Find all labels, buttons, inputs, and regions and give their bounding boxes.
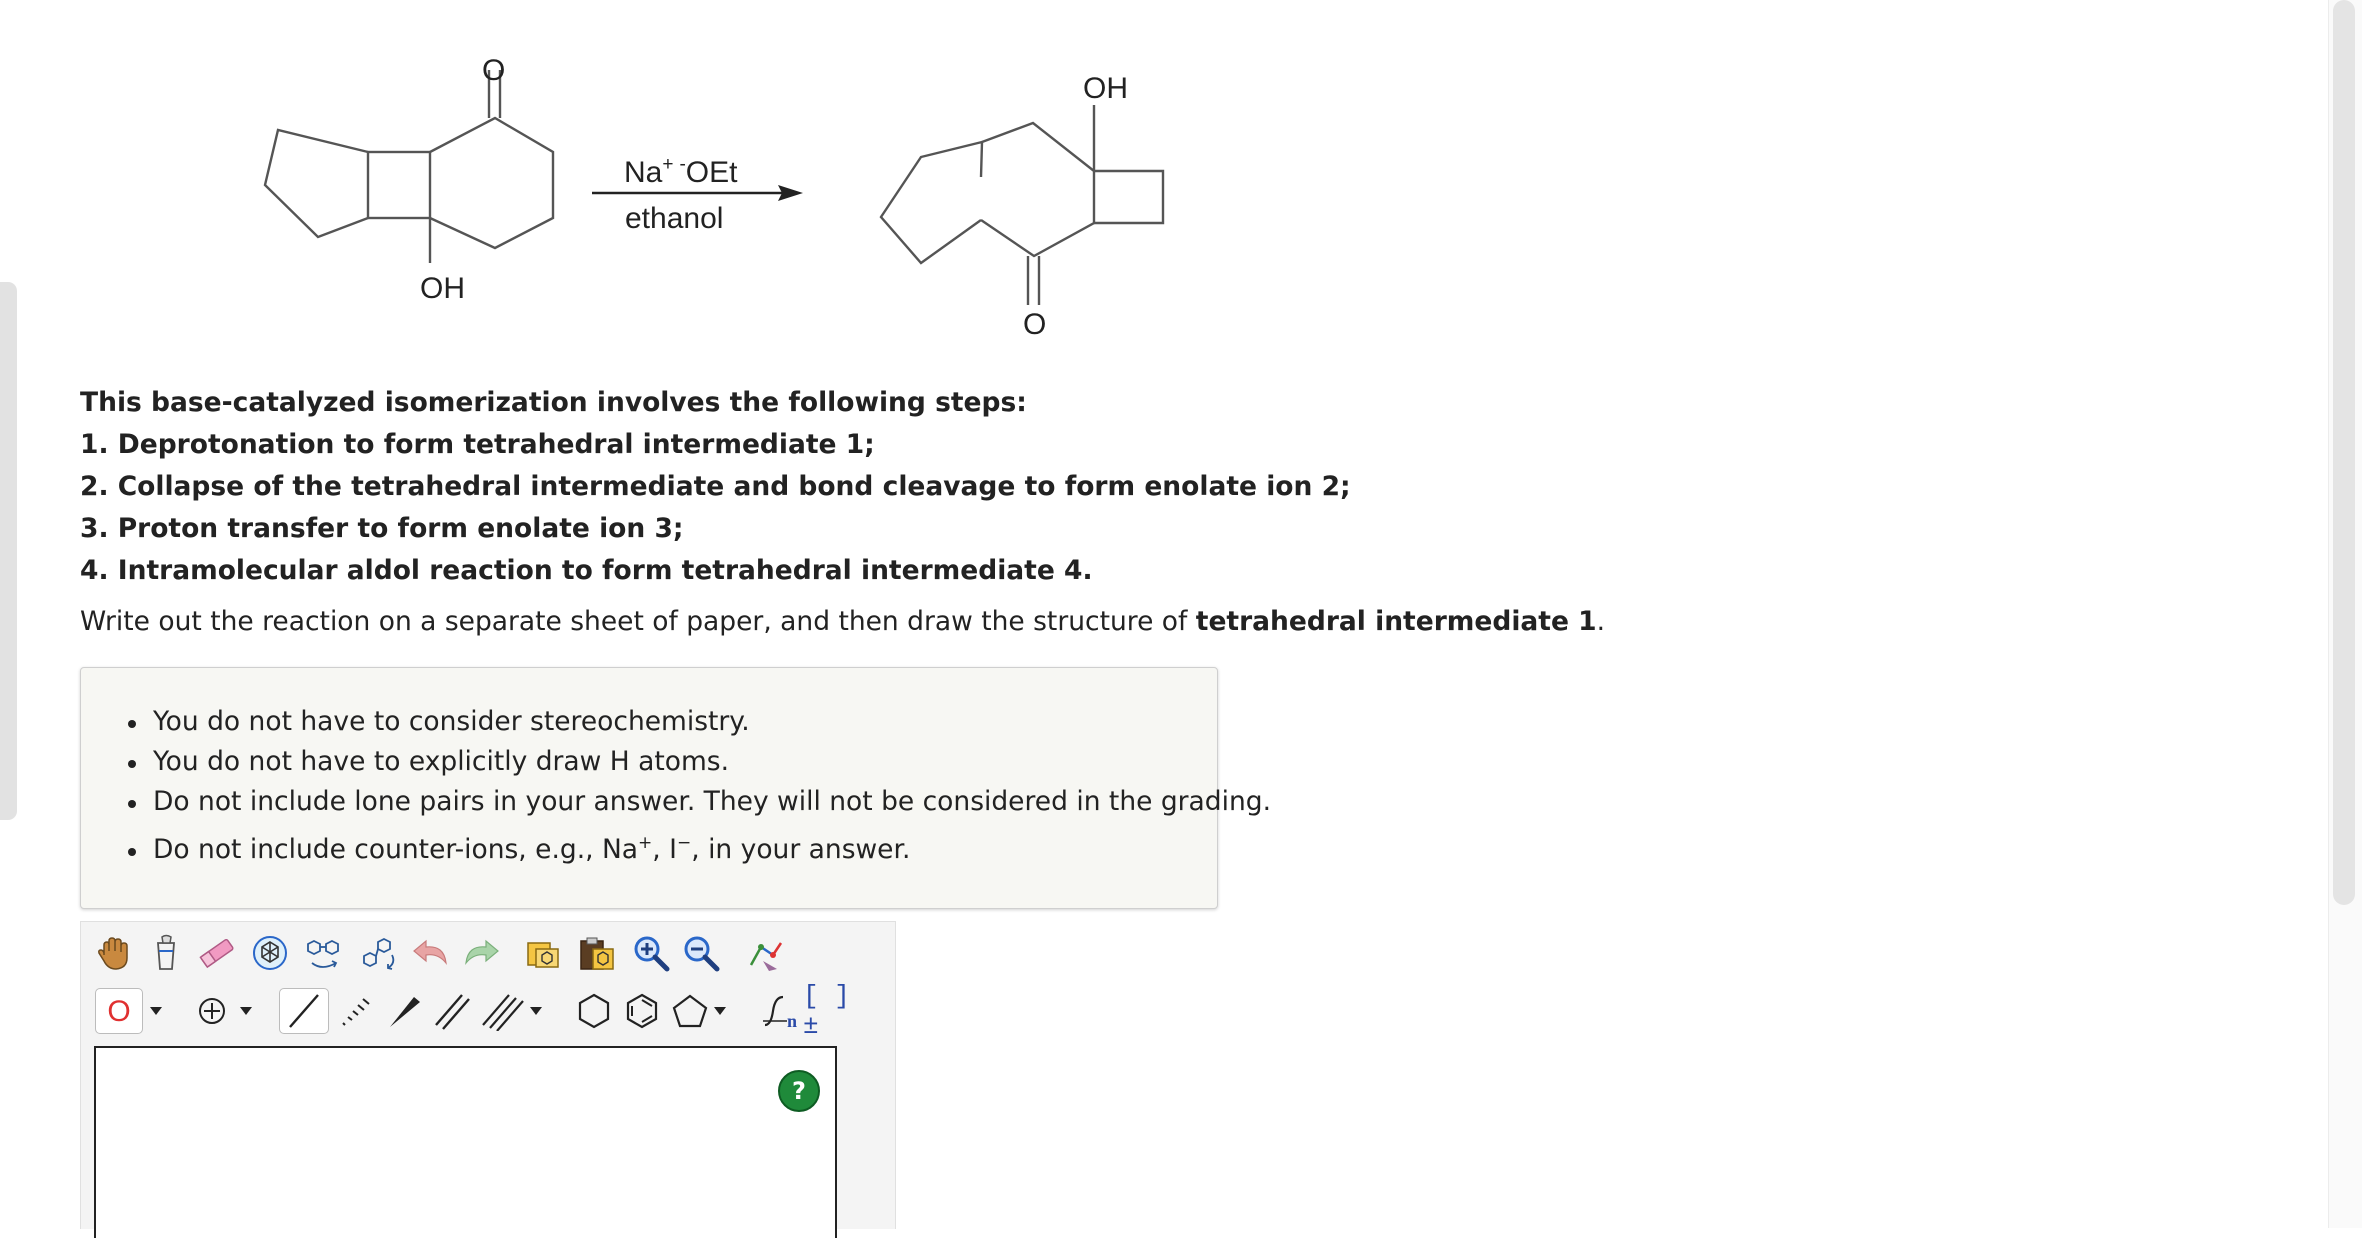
eraser-icon[interactable] <box>194 930 240 976</box>
right-scrollbar-thumb[interactable] <box>2333 0 2355 905</box>
reagent-line-2: ethanol <box>625 202 724 235</box>
reaction-scheme <box>240 20 1200 350</box>
instruction-prefix: Write out the reaction on a separate sheet of paper, and then draw the structure of <box>80 606 1196 637</box>
chevron-down-icon <box>238 1005 254 1017</box>
charge-selector-dropdown[interactable] <box>233 988 259 1034</box>
paste-icon[interactable] <box>574 930 620 976</box>
sgroup-icon[interactable] <box>757 988 803 1034</box>
ring-template-icon[interactable] <box>247 930 293 976</box>
svg-text:n: n <box>787 1011 798 1031</box>
step-item: 3. Proton transfer to form enolate ion 3; <box>80 513 684 544</box>
zoom-out-icon[interactable] <box>678 930 724 976</box>
step-item: 4. Intramolecular aldol reaction to form tetrahedral intermediate 4. <box>80 555 1093 586</box>
reactant-hydroxyl-label: OH <box>420 272 465 305</box>
bond-selector-dropdown[interactable] <box>523 988 549 1034</box>
step-item: 2. Collapse of the tetrahedral intermediate and bond cleavage to form enolate ion 2; <box>80 471 1351 502</box>
cleanup-icon[interactable] <box>301 930 347 976</box>
question-steps <box>80 382 1580 592</box>
charge-selector[interactable] <box>189 988 235 1034</box>
copy-icon[interactable] <box>521 930 567 976</box>
reagent-line-1: Na+ -OEt <box>624 154 738 189</box>
product-carbonyl-oxygen: O <box>1023 308 1047 341</box>
note-item-counterions <box>153 830 1271 870</box>
counterion-text: Do not include counter-ions, e.g., Na <box>153 834 639 865</box>
hand-move-icon[interactable] <box>91 930 137 976</box>
bracket-icon[interactable] <box>803 981 851 1041</box>
atom-selector-value: O <box>107 995 131 1028</box>
benzene-icon[interactable] <box>619 988 665 1034</box>
clean-2d-icon[interactable] <box>355 930 401 976</box>
zoom-in-icon[interactable] <box>628 930 674 976</box>
triple-bond-icon[interactable] <box>479 988 525 1034</box>
reactant-structure <box>265 70 553 263</box>
redo-icon[interactable] <box>457 930 503 976</box>
wedge-bond-icon[interactable] <box>381 988 427 1034</box>
note-item: Do not include lone pairs in your answer. They will not be considered in the grading. <box>153 782 1271 822</box>
reactant-carbonyl-oxygen: O <box>482 54 506 87</box>
instruction-suffix: . <box>1596 606 1606 637</box>
reaction-scheme-drawing <box>240 20 1200 350</box>
atom-selector[interactable] <box>95 988 143 1034</box>
chevron-down-icon <box>528 1005 544 1017</box>
molecule-editor <box>80 921 896 1229</box>
undo-icon[interactable] <box>409 930 455 976</box>
double-bond-icon[interactable] <box>429 988 475 1034</box>
cyclohexane-icon[interactable] <box>571 988 617 1034</box>
chevron-down-icon <box>148 1005 164 1017</box>
product-structure <box>881 105 1163 305</box>
instructions-box <box>80 667 1272 909</box>
help-button[interactable]: ? <box>778 1070 820 1112</box>
note-item: You do not have to consider stereochemistry. <box>153 702 1271 742</box>
counterion-text-iodide: , I <box>652 834 677 865</box>
erase-all-icon[interactable] <box>143 930 189 976</box>
bracket-label: [ ]± <box>803 981 850 1041</box>
question-intro: This base-catalyzed isomerization involves the following steps: <box>80 387 1027 418</box>
charge-plus-icon <box>195 994 229 1028</box>
instruction-target: tetrahedral intermediate 1 <box>1195 606 1597 637</box>
product-hydroxyl-label: OH <box>1083 72 1128 105</box>
counterion-charge-plus: + <box>638 833 653 853</box>
question-instruction <box>80 606 1605 637</box>
left-scrollbar[interactable] <box>0 282 17 820</box>
counterion-charge-minus: − <box>676 833 692 853</box>
hashed-bond-icon[interactable] <box>331 988 377 1034</box>
note-item: You do not have to explicitly draw H atoms. <box>153 742 1271 782</box>
ring-selector-dropdown[interactable] <box>707 988 733 1034</box>
atom-selector-dropdown[interactable] <box>143 988 169 1034</box>
color-atoms-icon[interactable] <box>742 930 788 976</box>
single-bond-icon[interactable] <box>279 988 329 1034</box>
drawing-canvas[interactable] <box>94 1046 837 1238</box>
chevron-down-icon <box>712 1005 728 1017</box>
counterion-text-end: , in your answer. <box>691 834 911 865</box>
step-item: 1. Deprotonation to form tetrahedral intermediate 1; <box>80 429 875 460</box>
